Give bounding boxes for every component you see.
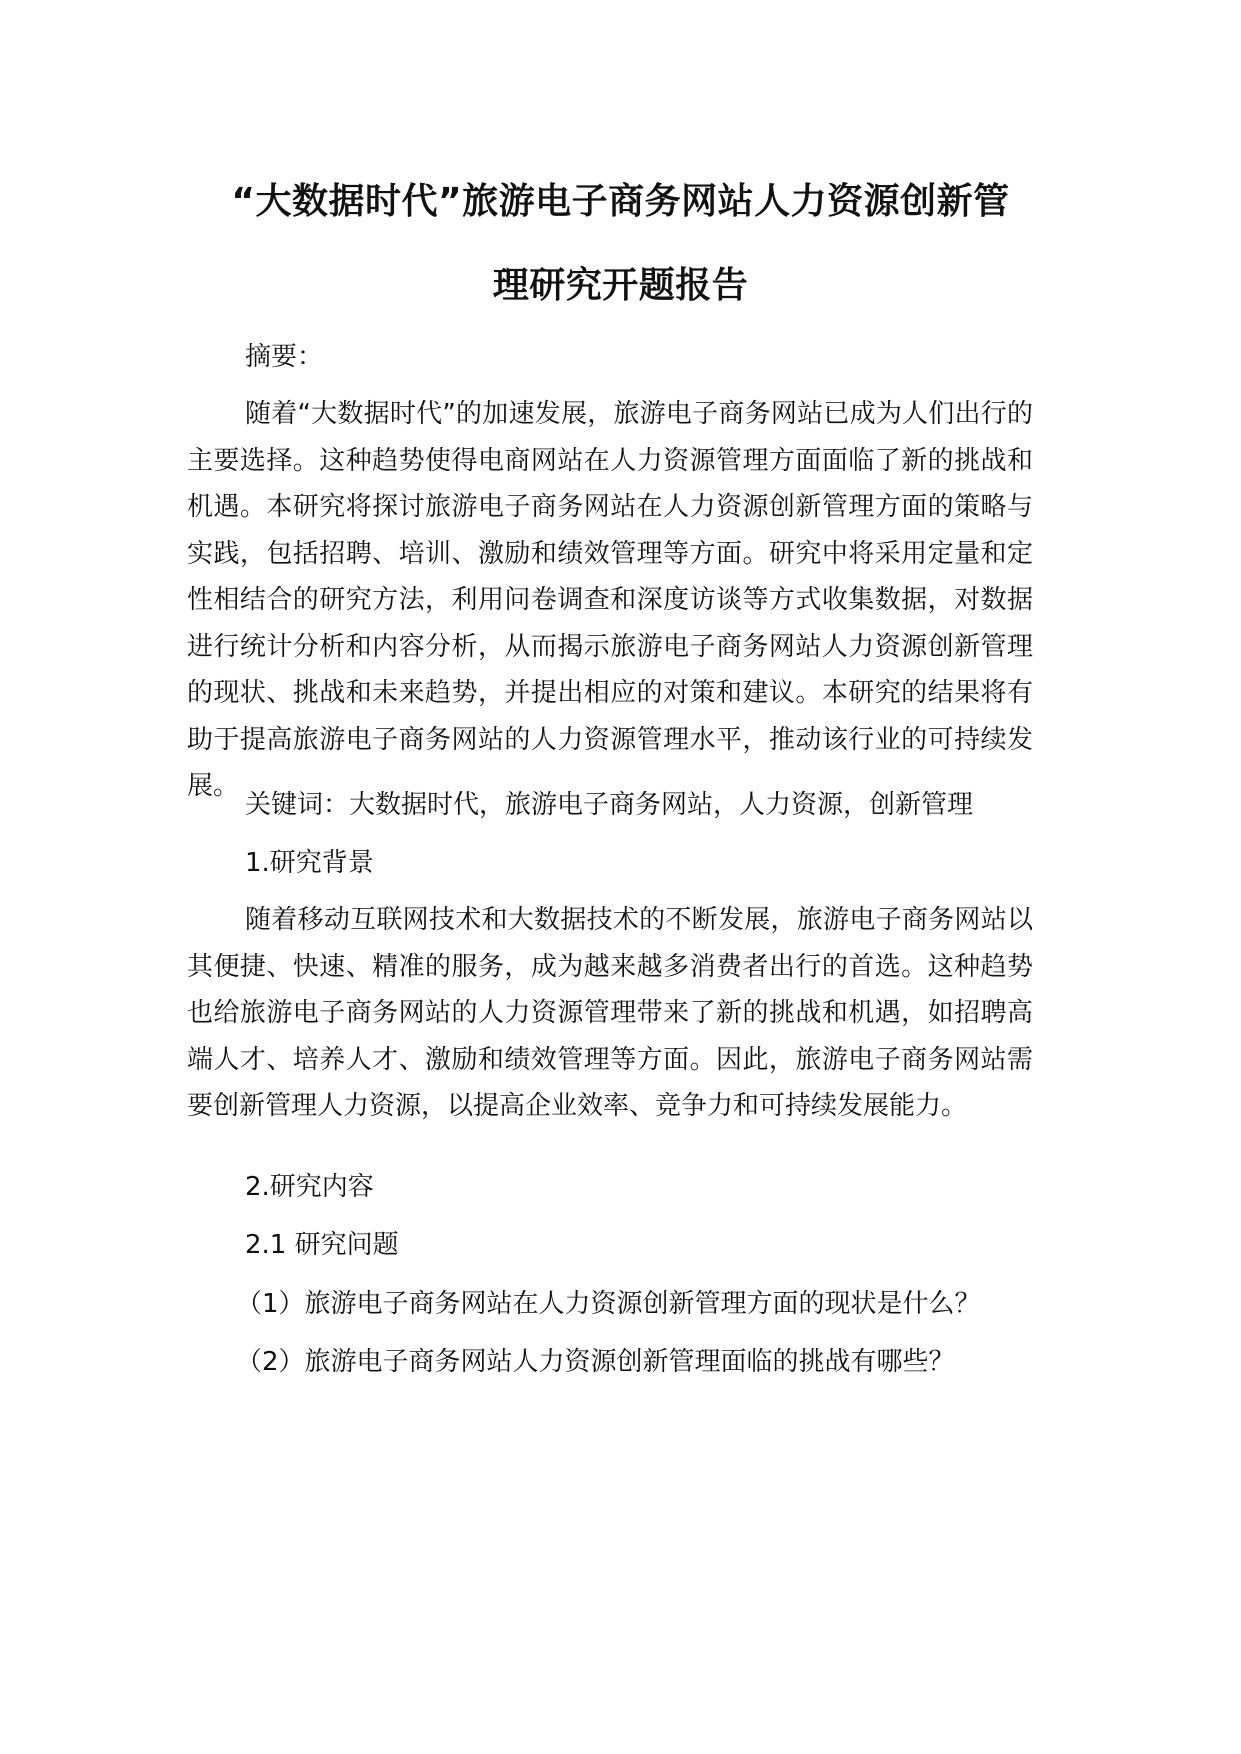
abstract-paragraph: 随着“大数据时代”的加速发展，旅游电子商务网站已成为人们出行的主要选择。这种趋势使得电商网站在人力资源管理方面面临了新的挑战和机遇。本研究将探讨旅游电子商务网站在人力资源创新管理方面的策略与实践，包括招聘、培训、激励和绩效管理等方面。研究中将采用定量和定性相结合的研究方法，利用问卷调查和深度访谈等方式收集数据，对数据进行统计分析和内容分析，从而揭示旅游电子商务网站人力资源创新管理的现状、挑战和未来趋势，并提出相应的对策和建议。本研究的结果将有助于提高旅游电子商务网站的人力资源管理水平，推动该行业的可持续发展。: [187, 399, 1033, 801]
document-title-line-2: 理研究开题报告: [492, 265, 749, 306]
research-question-2: （2）旅游电子商务网站人力资源创新管理面临的挑战有哪些？: [236, 1347, 955, 1377]
document-title-line-1: “大数据时代”旅游电子商务网站人力资源创新管: [231, 181, 1010, 222]
keywords-line: 关键词：大数据时代，旅游电子商务网站，人力资源，创新管理: [245, 790, 974, 820]
section-1-heading: 1.研究背景: [245, 848, 374, 878]
section-2-1-heading: 2.1 研究问题: [245, 1230, 399, 1260]
section-1-paragraph: 随着移动互联网技术和大数据技术的不断发展，旅游电子商务网站以其便捷、快速、精准的服务，成为越来越多消费者出行的首选。这种趋势也给旅游电子商务网站的人力资源管理带来了新的挑战和机遇，如招聘高端人才、培养人才、激励和绩效管理等方面。因此，旅游电子商务网站需要创新管理人力资源，以提高企业效率、竞争力和可持续发展能力。: [187, 905, 1033, 1121]
abstract-label: 摘要：: [245, 342, 324, 372]
research-question-1: （1）旅游电子商务网站在人力资源创新管理方面的现状是什么？: [236, 1289, 981, 1319]
section-2-heading: 2.研究内容: [245, 1172, 374, 1202]
